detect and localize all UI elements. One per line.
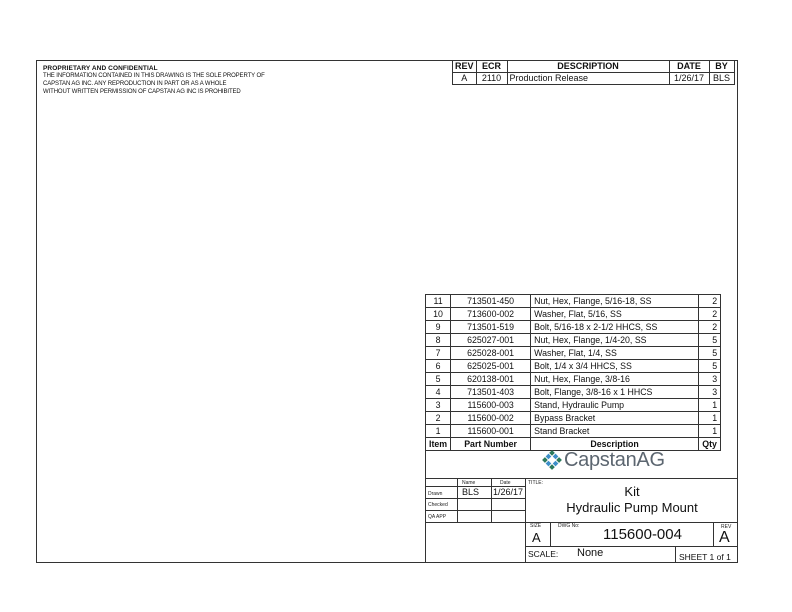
divider xyxy=(425,498,525,499)
bom-part-number: 115600-001 xyxy=(451,425,531,438)
bom-row xyxy=(426,347,721,360)
qty-header: Qty xyxy=(699,438,721,451)
bom-row xyxy=(426,295,721,308)
bom-description: Nut, Hex, Flange, 1/4-20, SS xyxy=(531,334,699,347)
bom-item: 10 xyxy=(426,308,451,321)
bom-description: Nut, Hex, Flange, 3/8-16 xyxy=(531,373,699,386)
revision-table xyxy=(452,60,735,85)
bom-description: Washer, Flat, 1/4, SS xyxy=(531,347,699,360)
dwg-no-label: DWG No: xyxy=(558,523,580,529)
divider xyxy=(675,546,676,563)
bom-qty: 2 xyxy=(699,321,721,334)
description-header: Description xyxy=(531,438,699,451)
bom-description: Bypass Bracket xyxy=(531,412,699,425)
divider xyxy=(525,546,738,547)
sheet-size: A xyxy=(532,530,541,545)
checked-label: Checked xyxy=(428,502,448,508)
bom-item: 1 xyxy=(426,425,451,438)
bom-item: 11 xyxy=(426,295,451,308)
divider xyxy=(425,522,738,523)
bom-row xyxy=(426,399,721,412)
size-label: SIZE xyxy=(530,523,542,529)
bom-description: Stand Bracket xyxy=(531,425,699,438)
bom-qty: 5 xyxy=(699,360,721,373)
bom-row xyxy=(426,321,721,334)
revision-letter: A xyxy=(719,529,730,546)
bom-description: Bolt, 1/4 x 3/4 HHCS, SS xyxy=(531,360,699,373)
bom-qty: 1 xyxy=(699,425,721,438)
bom-part-number: 713501-450 xyxy=(451,295,531,308)
bom-qty: 5 xyxy=(699,334,721,347)
bom-description: Bolt, 5/16-18 x 2-1/2 HHCS, SS xyxy=(531,321,699,334)
logo-brand-ag: AG xyxy=(636,448,665,471)
bom-qty: 2 xyxy=(699,308,721,321)
drawing-title-line2: Hydraulic Pump Mount xyxy=(566,500,698,515)
capstan-logo xyxy=(540,448,665,472)
bom-description: Bolt, Flange, 3/8-16 x 1 HHCS xyxy=(531,386,699,399)
divider xyxy=(425,478,738,479)
divider xyxy=(425,510,525,511)
bom-description: Washer, Flat, 5/16, SS xyxy=(531,308,699,321)
part-number-header: Part Number xyxy=(451,438,531,451)
notice-title: PROPRIETARY AND CONFIDENTIAL xyxy=(43,65,158,72)
bom-item: 2 xyxy=(426,412,451,425)
bom-item: 3 xyxy=(426,399,451,412)
by-header: BY xyxy=(709,61,734,73)
bom-row xyxy=(426,373,721,386)
revision-ecr: 2110 xyxy=(476,73,507,85)
bom-qty: 5 xyxy=(699,347,721,360)
bom-part-number: 713600-002 xyxy=(451,308,531,321)
bom-row xyxy=(426,425,721,438)
divider xyxy=(491,478,492,522)
title-label: TITLE: xyxy=(528,480,544,486)
notice-line: CAPSTAN AG INC. ANY REPRODUCTION IN PART OR AS A WHOLE xyxy=(43,81,227,87)
bom-item: 6 xyxy=(426,360,451,373)
revision-description: Production Release xyxy=(507,73,669,85)
bom-qty: 3 xyxy=(699,373,721,386)
bom-qty: 2 xyxy=(699,295,721,308)
bill-of-materials xyxy=(425,294,721,451)
bom-item: 4 xyxy=(426,386,451,399)
bom-row xyxy=(426,386,721,399)
bom-description: Nut, Hex, Flange, 5/16-18, SS xyxy=(531,295,699,308)
bom-row xyxy=(426,308,721,321)
bom-description: Stand, Hydraulic Pump xyxy=(531,399,699,412)
bom-item: 9 xyxy=(426,321,451,334)
bom-qty: 1 xyxy=(699,399,721,412)
drawn-name: BLS xyxy=(462,487,480,497)
divider xyxy=(457,478,458,522)
bom-row xyxy=(426,334,721,347)
bom-row xyxy=(426,360,721,373)
bom-part-number: 625025-001 xyxy=(451,360,531,373)
item-header: Item xyxy=(426,438,451,451)
bom-part-number: 625028-001 xyxy=(451,347,531,360)
drawn-date: 1/26/17 xyxy=(493,487,524,497)
drawn-label: Drawn xyxy=(428,491,443,497)
bom-part-number: 620138-001 xyxy=(451,373,531,386)
rev-label: REV xyxy=(721,524,732,530)
description-header: DESCRIPTION xyxy=(507,61,669,73)
name-label: Name xyxy=(462,480,476,486)
drawing-number: 115600-004 xyxy=(603,526,682,543)
bom-row xyxy=(426,412,721,425)
date-header: DATE xyxy=(669,61,709,73)
bom-part-number: 115600-002 xyxy=(451,412,531,425)
revision-row xyxy=(453,73,735,85)
bom-part-number: 115600-003 xyxy=(451,399,531,412)
ecr-header: ECR xyxy=(476,61,507,73)
bom-item: 8 xyxy=(426,334,451,347)
notice-line: WITHOUT WRITTEN PERMISSION OF CAPSTAN AG INC IS PROHIBITED xyxy=(43,89,241,95)
bom-part-number: 713501-403 xyxy=(451,386,531,399)
logo-brand-capstan: Capstan xyxy=(564,448,637,471)
bom-part-number: 713501-519 xyxy=(451,321,531,334)
revision-header-row xyxy=(453,61,735,73)
bom-part-number: 625027-001 xyxy=(451,334,531,347)
bom-qty: 3 xyxy=(699,386,721,399)
divider xyxy=(713,522,714,546)
bom-qty: 1 xyxy=(699,412,721,425)
revision-by: BLS xyxy=(709,73,734,85)
bom-item: 7 xyxy=(426,347,451,360)
scale-value: None xyxy=(577,547,604,559)
rev-header: REV xyxy=(453,61,477,73)
capstan-diamond-icon xyxy=(540,448,564,472)
scale-label: SCALE: xyxy=(528,549,559,559)
sheet-number: SHEET 1 of 1 xyxy=(679,552,731,562)
logo-wordmark xyxy=(564,449,665,472)
revision-date: 1/26/17 xyxy=(669,73,709,85)
date-label: Date xyxy=(500,480,511,486)
bom-item: 5 xyxy=(426,373,451,386)
revision-rev: A xyxy=(453,73,477,85)
qa-label: QA APP xyxy=(428,514,447,520)
notice-line: THE INFORMATION CONTAINED IN THIS DRAWING IS THE SOLE PROPERTY OF xyxy=(43,73,265,79)
divider xyxy=(550,522,551,546)
drawing-title-line1: Kit xyxy=(624,484,640,499)
